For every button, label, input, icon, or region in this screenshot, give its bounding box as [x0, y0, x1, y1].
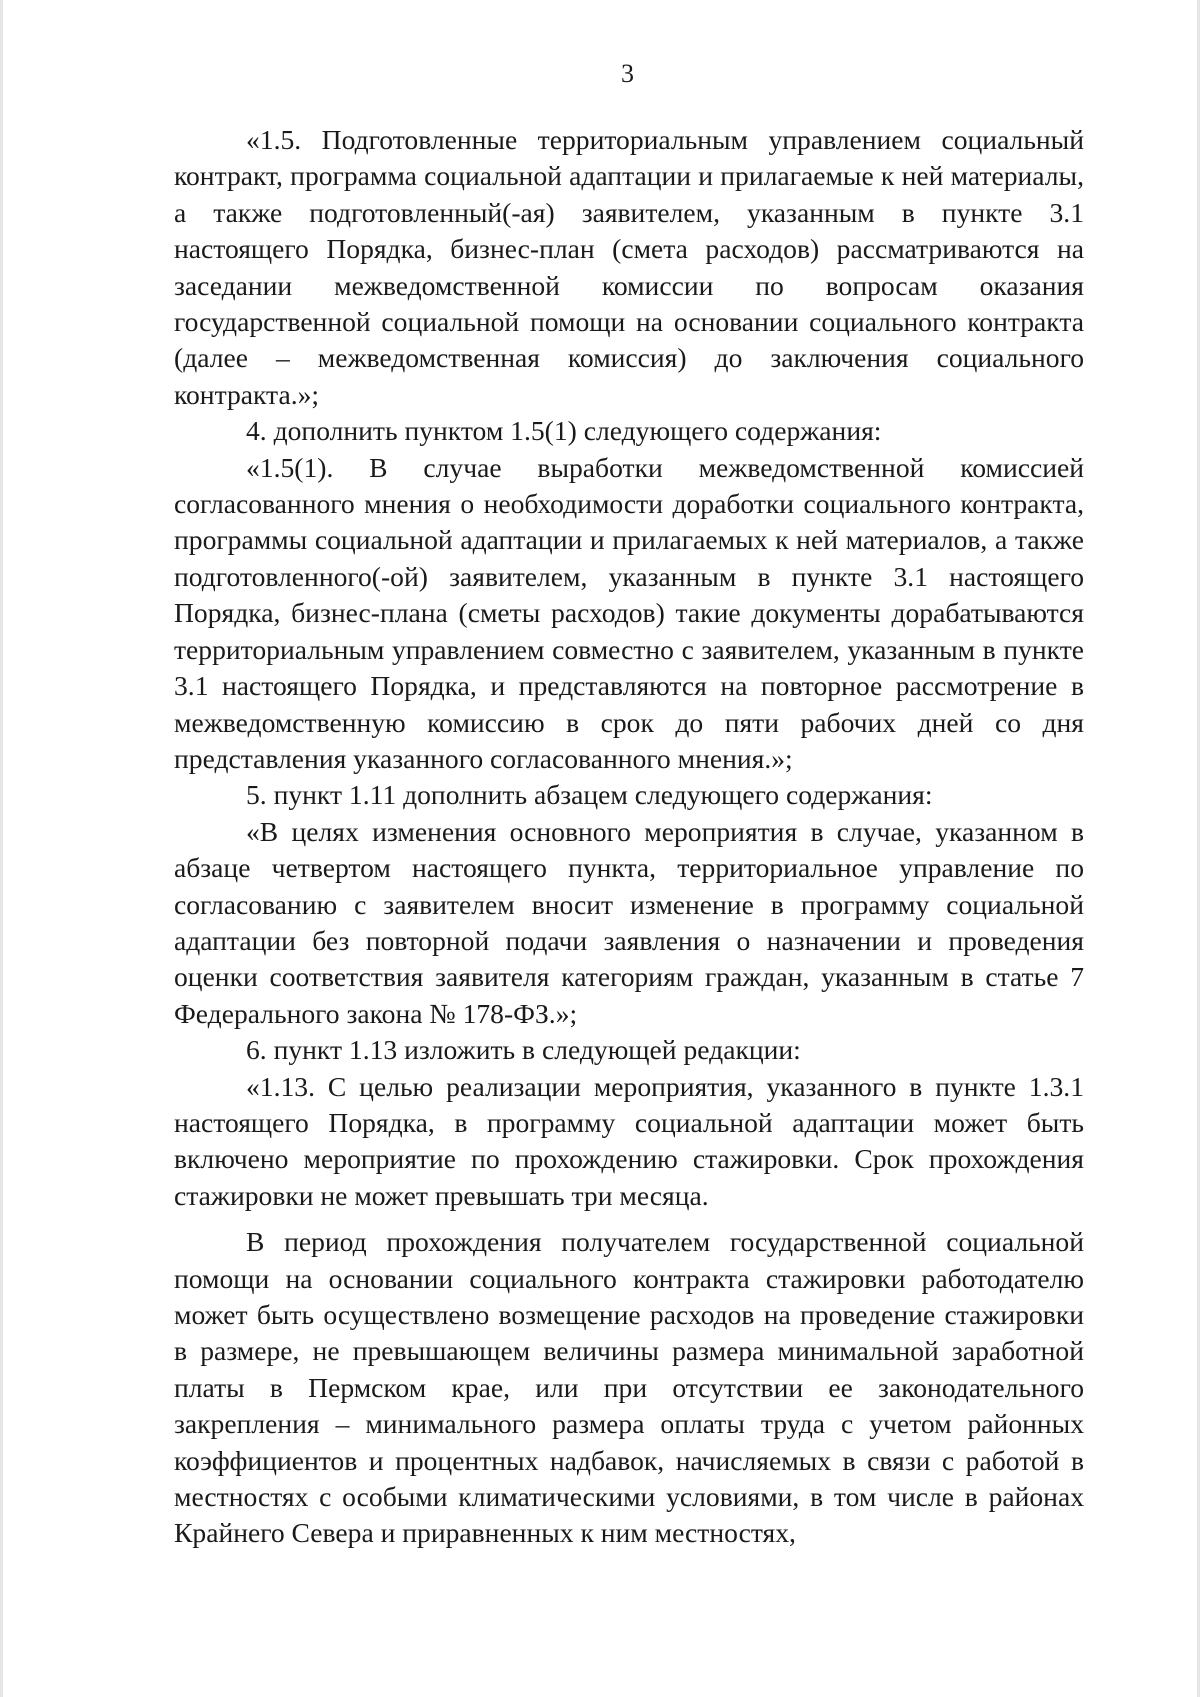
document-body — [174, 122, 1084, 1552]
paragraph-item-6: 6. пункт 1.13 изложить в следующей редакции: — [246, 1034, 801, 1066]
paragraph-1-11-addition: «В целях изменения основного мероприятия в случае, указанном в абзаце четвертом настоящего пункта, территориальное управление по согласованию с заявителем вносит изменение в программу социальной адаптации без повторной подачи заявления о назначении и проведения оценки соответствия заявителя категориям граждан, указанным в статье 7 Федерального закона № 178-ФЗ.»; — [174, 815, 1084, 1029]
paragraph-item-5: 5. пункт 1.11 дополнить абзацем следующего содержания: — [246, 779, 933, 811]
page-number: 3 — [621, 59, 634, 88]
paragraph-item-4: 4. дополнить пунктом 1.5(1) следующего содержания: — [246, 415, 882, 447]
scan-edge-left — [0, 0, 3, 1697]
paragraph-1-5: «1.5. Подготовленные территориальным управлением социальный контракт, программа социальной адаптации и прилагаемые к ней материалы, а также подготовленный(-ая) заявителем, указанным в пункте 3.1 настоящего Порядка, бизнес-план (смета расходов) рассматриваются на заседании межведомственной комиссии по вопросам оказания государственной социальной помощи на основании социального контракта (далее – межведомственная комиссия) до заключения социального контракта.»; — [174, 124, 1084, 410]
paragraph-1-13: «1.13. С целью реализации мероприятия, указанного в пункте 1.3.1 настоящего Порядка, в программу социальной адаптации может быть включено мероприятие по прохождению стажировки. Срок прохождения стажировки не может превышать три месяца. — [174, 1070, 1084, 1211]
paragraph-internship-reimbursement: В период прохождения получателем государственной социальной помощи на основании социального контракта стажировки работодателю может быть осуществлено возмещение расходов на проведение стажировки в размере, не превышающем величины размера минимальной заработной платы в Пермском крае, или при отсутствии ее законодательного закрепления – минимального размера оплаты труда с учетом районных коэффициентов и процентных надбавок, начисляемых в связи с работой в местностях с особыми климатическими условиями, в том числе в районах Крайнего Севера и приравненных к ним местностях, — [174, 1226, 1084, 1549]
paragraph-1-5-1: «1.5(1). В случае выработки межведомственной комиссией согласованного мнения о необходимости доработки социального контракта, программы социальной адаптации и прилагаемых к ней материалов, а также подготовленного(-ой) заявителем, указанным в пункте 3.1 настоящего Порядка, бизнес-плана (сметы расходов) такие документы дорабатываются территориальным управлением совместно с заявителем, указанным в пункте 3.1 настоящего Порядка, и представляются на повторное рассмотрение в межведомственную комиссию в срок до пяти рабочих дней со дня представления указанного согласованного мнения.»; — [174, 451, 1084, 774]
